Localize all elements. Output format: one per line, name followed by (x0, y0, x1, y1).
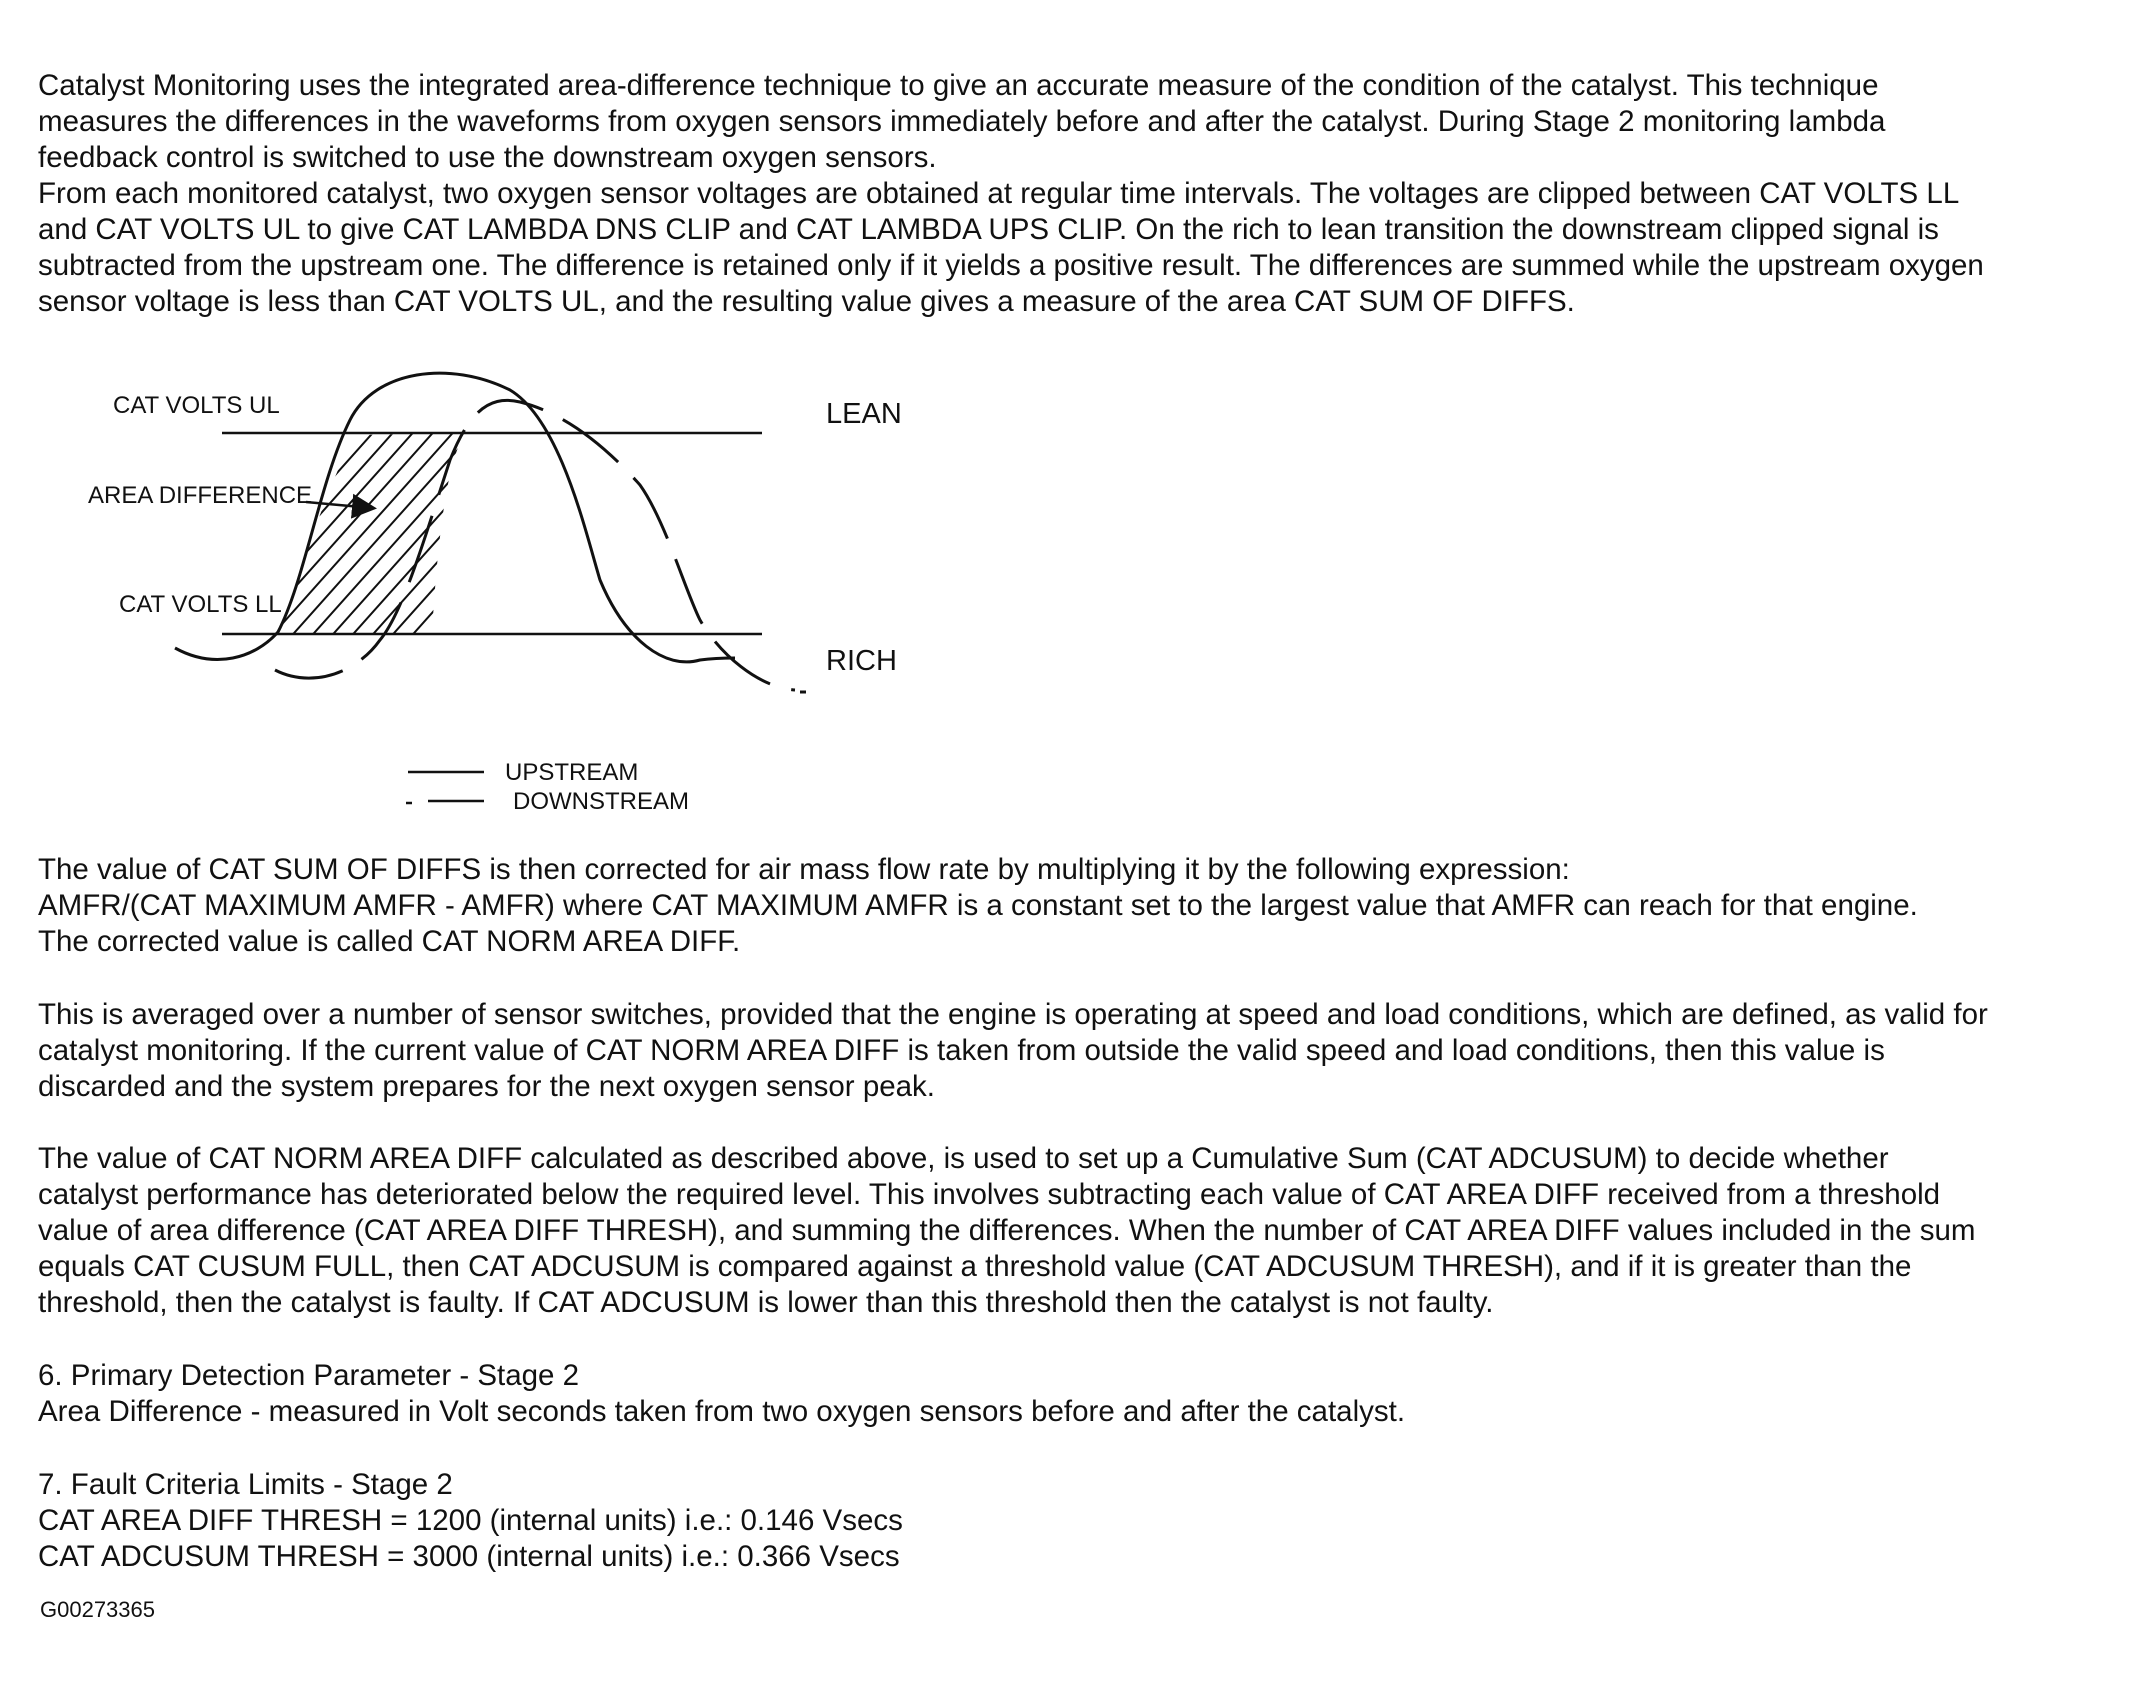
area-difference-figure (0, 340, 1000, 840)
rich-label: RICH (826, 645, 897, 677)
intro-line: sensor voltage is less than CAT VOLTS UL, and the resulting value gives a measure of the area CAT SUM OF DIFFS. (38, 285, 1575, 318)
averaging-paragraph (38, 997, 2128, 1105)
lean-label: LEAN (826, 398, 902, 430)
figure-code: G00273365 (40, 1597, 155, 1622)
section-6 (38, 1358, 2128, 1430)
cusum-paragraph (38, 1141, 2128, 1321)
correction-paragraph (38, 852, 2128, 960)
correction-line: The corrected value is called CAT NORM AREA DIFF. (38, 925, 741, 958)
averaging-line: catalyst monitoring. If the current value of CAT NORM AREA DIFF is taken from outside the valid speed and load conditions, then this value is (38, 1034, 1885, 1067)
cusum-line: catalyst performance has deteriorated below the required level. This involves subtracting each value of CAT AREA DIFF received from a threshold (38, 1178, 1941, 1211)
area-difference-diagram (0, 340, 1000, 840)
averaging-line: This is averaged over a number of sensor switches, provided that the engine is operating at speed and load conditions, which are defined, as valid for (38, 998, 1988, 1031)
correction-line: AMFR/(CAT MAXIMUM AMFR - AMFR) where CAT MAXIMUM AMFR is a constant set to the largest value that AMFR can reach for that engine. (38, 889, 1918, 922)
cusum-line: threshold, then the catalyst is faulty. If CAT ADCUSUM is lower than this threshold then the catalyst is not faulty. (38, 1286, 1494, 1319)
cat-volts-ul-label: CAT VOLTS UL (113, 392, 280, 419)
cusum-line: The value of CAT NORM AREA DIFF calculated as described above, is used to set up a Cumulative Sum (CAT ADCUSUM) to decide whether (38, 1142, 1889, 1175)
cusum-line: value of area difference (CAT AREA DIFF THRESH), and summing the differences. When the number of CAT AREA DIFF values included in the sum (38, 1214, 1976, 1247)
area-difference-label: AREA DIFFERENCE (88, 482, 313, 509)
area-diff-thresh-line: CAT AREA DIFF THRESH = 1200 (internal units) i.e.: 0.146 Vsecs (38, 1504, 903, 1537)
intro-paragraph (38, 68, 2128, 320)
legend-downstream-label: DOWNSTREAM (513, 788, 689, 815)
correction-line: The value of CAT SUM OF DIFFS is then corrected for air mass flow rate by multiplying it by the following expression: (38, 853, 1570, 886)
cusum-line: equals CAT CUSUM FULL, then CAT ADCUSUM is compared against a threshold value (CAT ADCUSUM THRESH), and if it is greater than the (38, 1250, 1912, 1283)
section-6-text: Area Difference - measured in Volt seconds taken from two oxygen sensors before and after the catalyst. (38, 1395, 1406, 1428)
section-7 (38, 1467, 2128, 1575)
adcusum-thresh-line: CAT ADCUSUM THRESH = 3000 (internal units) i.e.: 0.366 Vsecs (38, 1540, 900, 1573)
section-7-heading: 7. Fault Criteria Limits - Stage 2 (38, 1468, 453, 1501)
intro-line: feedback control is switched to use the downstream oxygen sensors. (38, 141, 937, 174)
intro-line: and CAT VOLTS UL to give CAT LAMBDA DNS CLIP and CAT LAMBDA UPS CLIP. On the rich to lean transition the downstream clipped signal is (38, 213, 1939, 246)
averaging-line: discarded and the system prepares for the next oxygen sensor peak. (38, 1070, 935, 1103)
section-6-heading: 6. Primary Detection Parameter - Stage 2 (38, 1359, 580, 1392)
legend-upstream-label: UPSTREAM (505, 759, 639, 786)
cat-volts-ll-label: CAT VOLTS LL (119, 591, 282, 618)
intro-line: subtracted from the upstream one. The difference is retained only if it yields a positive result. The differences are summed while the upstream oxygen (38, 249, 1984, 282)
intro-line: measures the differences in the waveforms from oxygen sensors immediately before and after the catalyst. During Stage 2 monitoring lambda (38, 105, 1886, 138)
intro-line: From each monitored catalyst, two oxygen sensor voltages are obtained at regular time intervals. The voltages are clipped between CAT VOLTS LL (38, 177, 1960, 210)
intro-line: Catalyst Monitoring uses the integrated area-difference technique to give an accurate measure of the condition of the catalyst. This technique (38, 69, 1879, 102)
area-difference-arrow (306, 502, 372, 508)
